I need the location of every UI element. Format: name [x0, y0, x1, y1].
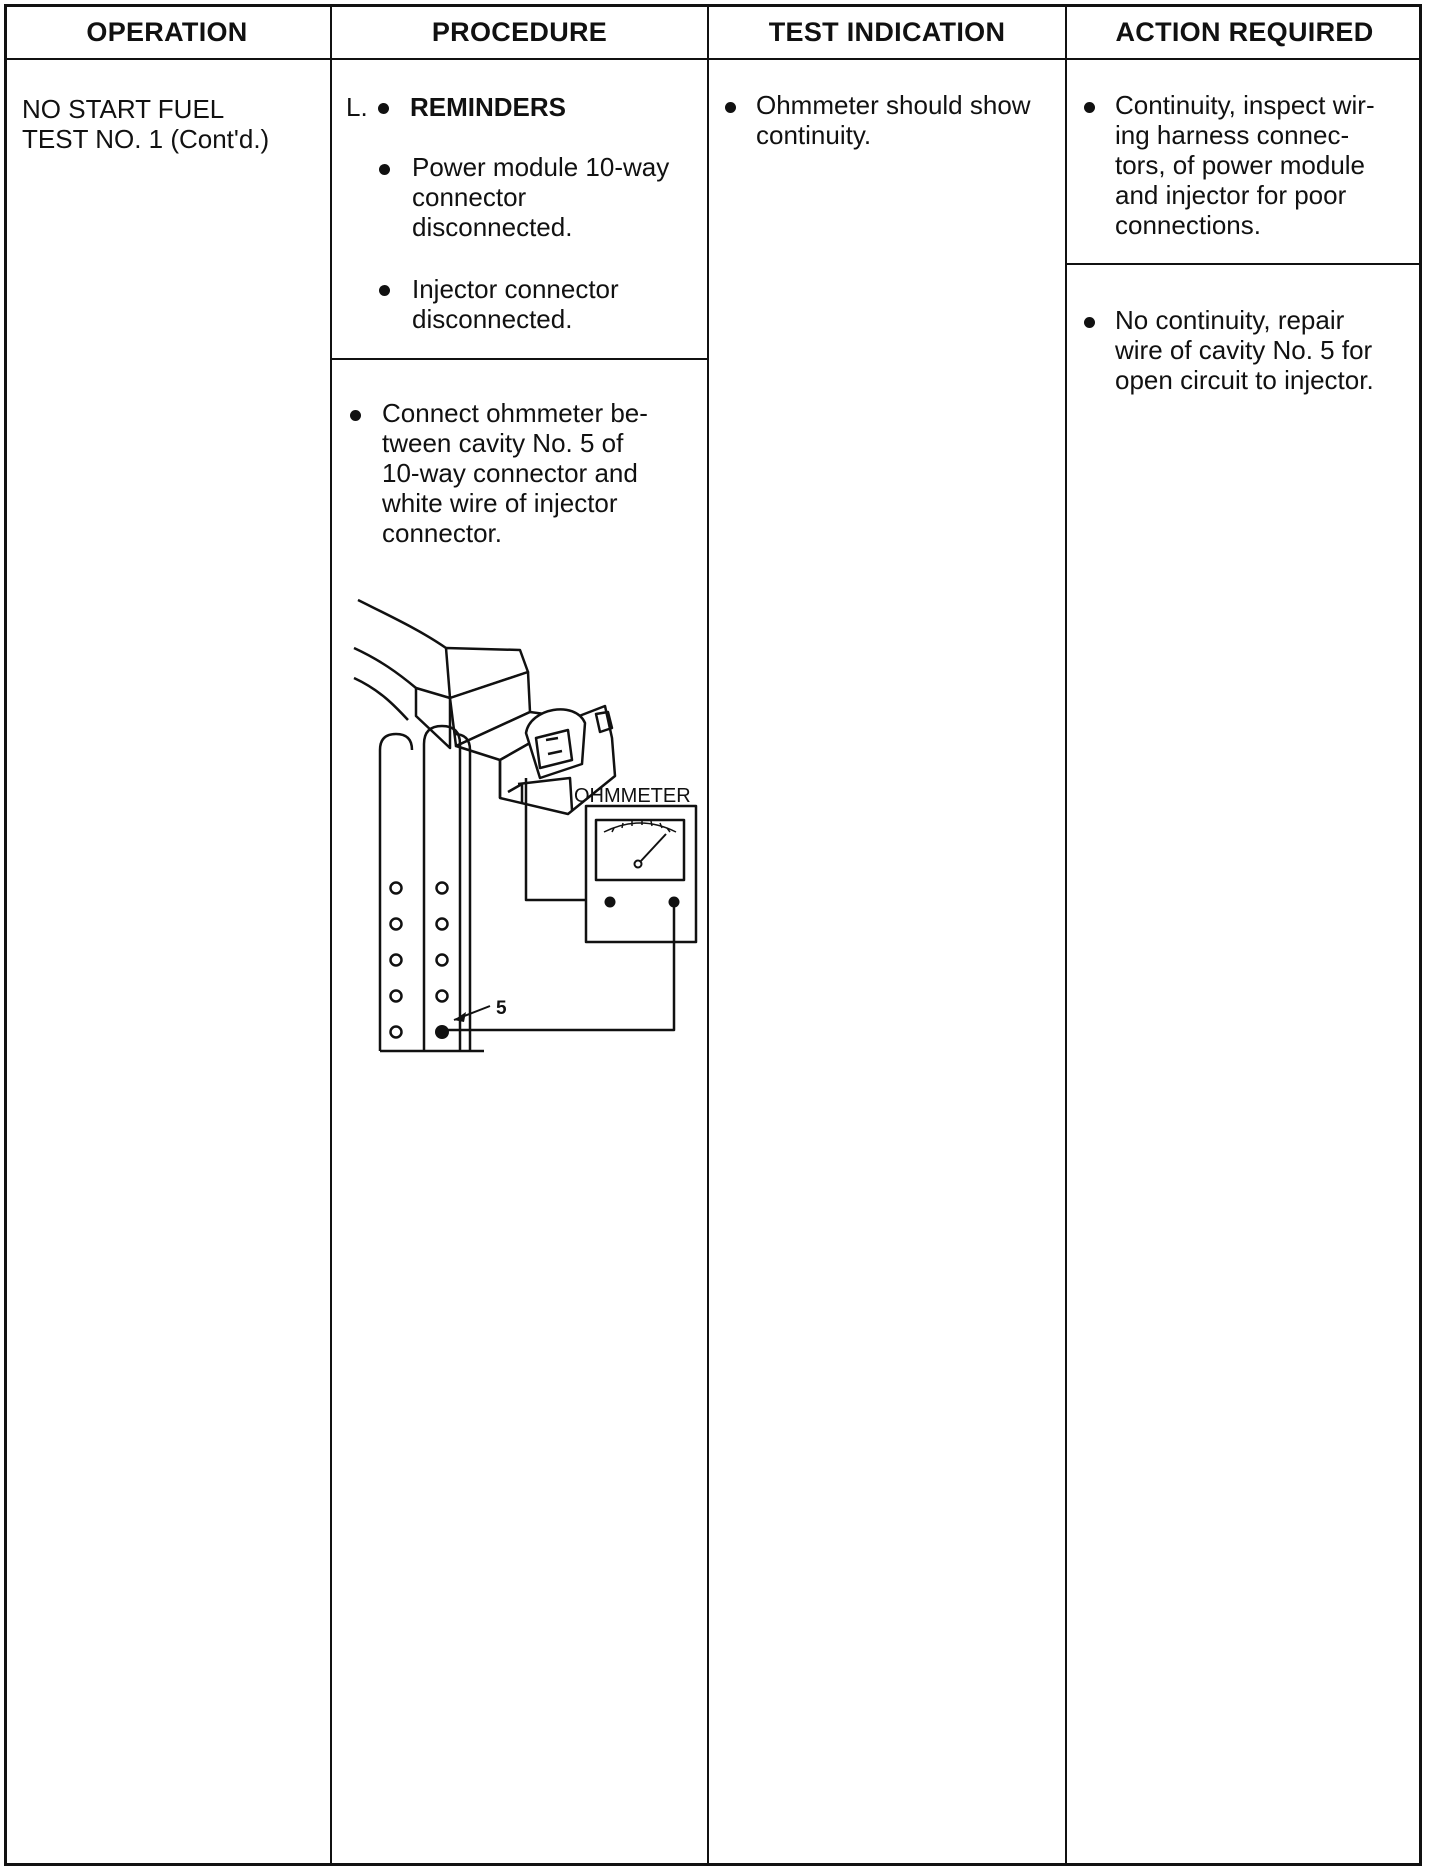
ohmmeter-label: OHMMETER	[574, 785, 691, 807]
connect-line-1: Connect ohmmeter be-	[382, 398, 648, 428]
bullet-icon	[725, 102, 736, 113]
reminder-2-line-2: disconnected.	[412, 304, 573, 334]
action-1-line-4: and injector for poor	[1115, 180, 1347, 210]
connector-cavities	[391, 883, 448, 1038]
ohmmeter-connection-illustration	[350, 588, 710, 1058]
step-letter: L.	[346, 92, 368, 122]
action-row-divider	[1065, 263, 1422, 265]
reminder-1-line-3: disconnected.	[412, 212, 573, 242]
reminder-2-line-1: Injector connector	[412, 274, 619, 304]
action-2-line-1: No continuity, repair	[1115, 305, 1345, 335]
action-2-line-3: open circuit to injector.	[1115, 365, 1374, 395]
reminders-title: REMINDERS	[410, 92, 567, 122]
test-indication-line-2: continuity.	[756, 120, 872, 150]
reminder-1-line-1: Power module 10-way	[412, 152, 670, 182]
action-1-line-3: tors, of power module	[1115, 150, 1366, 180]
bullet-icon	[378, 103, 389, 114]
header-operation: OPERATION	[86, 16, 248, 47]
table-frame	[4, 4, 1422, 1866]
column-divider-1	[330, 4, 332, 1866]
meter-terminal-right	[669, 897, 680, 908]
connect-line-5: connector.	[382, 518, 502, 548]
header-divider	[4, 58, 1422, 60]
column-divider-3	[1065, 4, 1067, 1866]
action-1-line-5: connections.	[1115, 210, 1261, 240]
meter-terminal-left	[605, 897, 616, 908]
ohmmeter-box	[586, 806, 696, 942]
cavity-5-terminal	[435, 1025, 449, 1039]
bullet-icon	[379, 285, 390, 296]
action-2-line-2: wire of cavity No. 5 for	[1115, 335, 1373, 365]
header-test-indication: TEST INDICATION	[768, 16, 1006, 47]
cavity-5-label: 5	[496, 998, 507, 1019]
connect-line-2: tween cavity No. 5 of	[382, 428, 624, 458]
bullet-icon	[350, 410, 361, 421]
test-indication-line-1: Ohmmeter should show	[756, 90, 1031, 120]
reminder-1-line-2: connector	[412, 182, 527, 212]
procedure-row-divider	[330, 358, 709, 360]
operation-line-2: TEST NO. 1 (Cont'd.)	[22, 124, 270, 154]
connect-line-4: white wire of injector	[382, 488, 618, 518]
action-1-line-2: ing harness connec-	[1115, 120, 1350, 150]
bullet-icon	[1084, 102, 1095, 113]
operation-line-1: NO START FUEL	[22, 94, 225, 124]
bullet-icon	[379, 164, 390, 175]
bullet-icon	[1084, 317, 1095, 328]
action-1-line-1: Continuity, inspect wir-	[1115, 90, 1375, 120]
header-procedure: PROCEDURE	[431, 16, 608, 47]
connect-line-3: 10-way connector and	[382, 458, 638, 488]
header-action-required: ACTION REQUIRED	[1115, 16, 1374, 47]
